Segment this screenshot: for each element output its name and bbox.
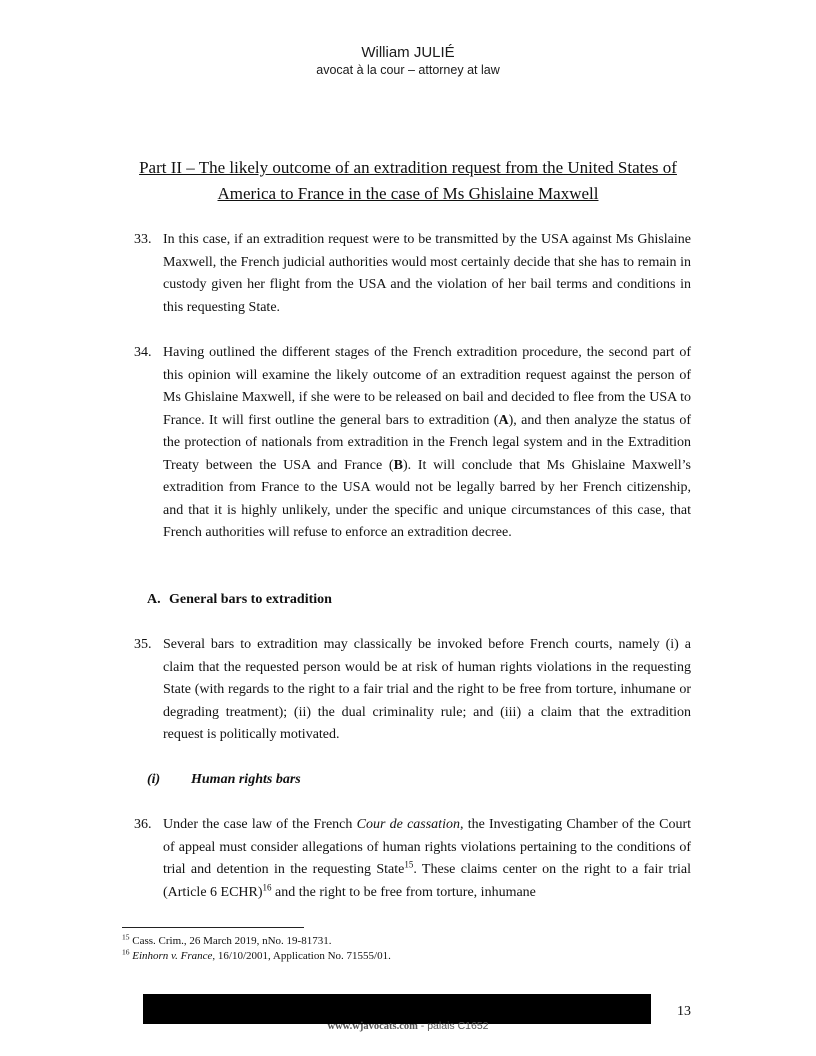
letterhead <box>0 44 816 78</box>
case-name: Einhorn v. France <box>132 950 213 962</box>
section-heading-a <box>147 589 332 611</box>
paragraph-text: Having outlined the different stages of the French extradition procedure, the second part of this opinion will examine the likely outcome of an extradition request against the person of Ms Ghislaine Maxwell, if she were to be released on bail and decided to flee from the USA to France. It will first outline the general bars to extradition ( <box>163 345 691 428</box>
paragraph-text: , the Investigating Chamber of the Court of appeal must consider allegations of human rights violations pertaining to the conditions of trial and detention in the requesting State <box>163 817 691 877</box>
website-link[interactable]: www.wjavocats.com <box>327 1021 418 1032</box>
paragraph-33 <box>134 229 691 319</box>
paragraph-text: In this case, if an extradition request were to be transmitted by the USA against Ms Ghislaine Maxwell, the French judicial authorities would most certainly decide that she has to remain in custody given her flight from the USA and the violation of her bail terms and conditions in this requesting State. <box>163 232 691 315</box>
paragraph-text: Several bars to extradition may classically be invoked before French courts, namely (i) a claim that the requested person would be at risk of human rights violations in the requesting State (with regards to the right to a fair trial and the right to be free from torture, inhumane or degrading treatment); (ii) the dual criminality rule; and (iii) a claim that the extradition request is politically motivated. <box>163 637 691 742</box>
footnote-15 <box>122 934 682 949</box>
footnote-text: , 16/10/2001, Application No. 71555/01. <box>212 950 391 962</box>
footer-address: - palais C1652 <box>417 1020 489 1032</box>
part-title: Part II – The likely outcome of an extradition request from the United States of America to France in the case of Ms Ghislaine Maxwell <box>139 158 677 203</box>
page-number: 13 <box>677 1004 691 1019</box>
footer-contact <box>0 1019 816 1034</box>
paragraph-text: and the right to be free from torture, inhumane <box>271 884 536 900</box>
footnote-16 <box>122 949 682 964</box>
section-ref-a: A <box>498 412 509 428</box>
paragraph-number: 33. <box>134 232 152 247</box>
paragraph-35 <box>134 634 691 747</box>
footnote-number: 16 <box>122 947 130 957</box>
court-name: Cour de cassation <box>356 817 460 832</box>
footnote-ref-15[interactable]: 15 <box>404 859 414 870</box>
footnote-number: 15 <box>122 932 130 942</box>
author-title: avocat à la cour – attorney at law <box>316 63 500 77</box>
paragraph-text: . These claims center on the right to a fair trial (Article 6 ECHR) <box>163 862 691 900</box>
footnotes <box>122 934 682 964</box>
subsection-number: (i) <box>147 772 161 787</box>
author-name: William JULIÉ <box>361 44 455 61</box>
paragraph-36 <box>134 814 691 904</box>
section-ref-b: B <box>393 457 403 473</box>
paragraph-number: 34. <box>134 345 152 360</box>
section-letter: A. <box>147 592 161 607</box>
footnote-ref-16[interactable]: 16 <box>262 881 272 892</box>
footnote-text: Cass. Crim., 26 March 2019, nNo. 19-81731. <box>132 935 332 947</box>
subsection-title: Human rights bars <box>191 772 301 787</box>
paragraph-text: ). It will conclude that Ms Ghislaine Maxwell’s extradition from France to the USA would not be legally barred by her French citizenship, and that it is highly unlikely, under the specific and unique circumstances of this case, that French authorities will refuse to enforce an extradition decree. <box>163 457 691 540</box>
paragraph-34 <box>134 342 691 545</box>
subsection-heading-i <box>147 769 301 791</box>
section-title: General bars to extradition <box>169 592 332 607</box>
paragraph-text: ), and then analyze the status of the protection of nationals from extradition in the French legal system and in the Extradition Treaty between the USA and France ( <box>163 412 691 473</box>
paragraph-number: 35. <box>134 637 152 652</box>
footnote-divider <box>122 927 304 928</box>
paragraph-number: 36. <box>134 817 152 832</box>
paragraph-text: Under the case law of the French <box>163 817 357 832</box>
